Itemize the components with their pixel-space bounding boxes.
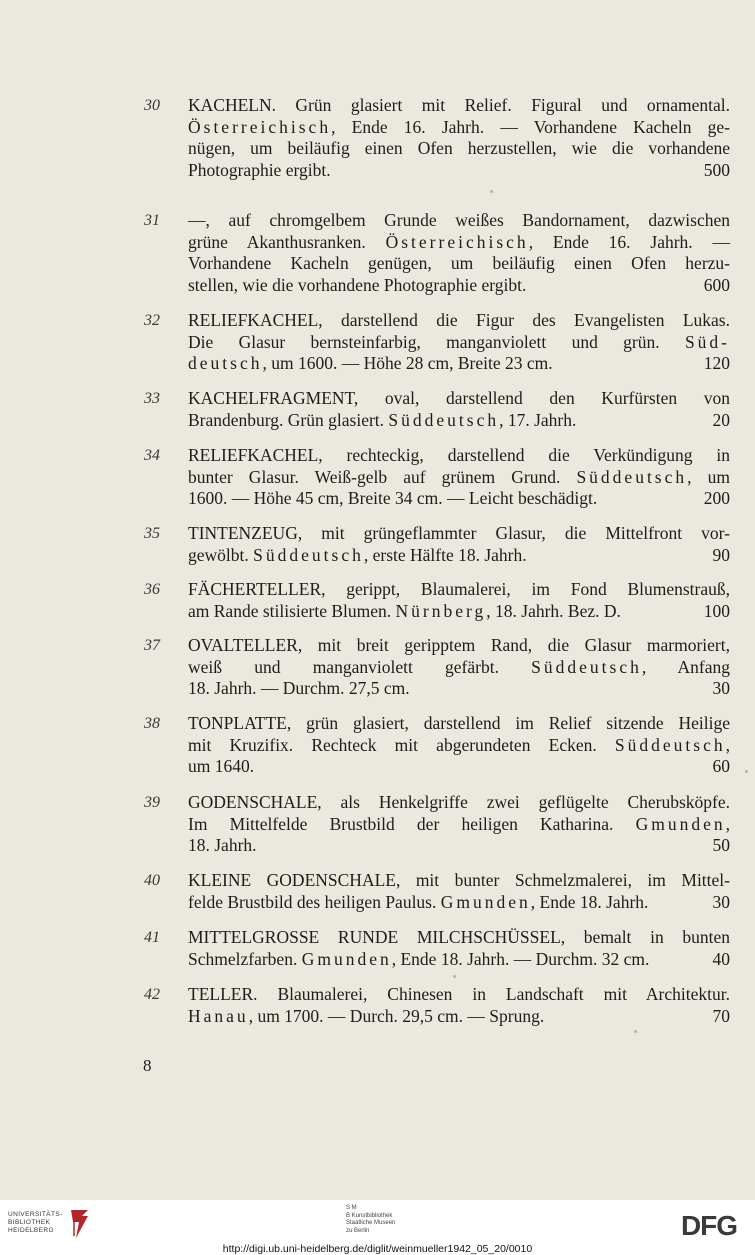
- entry-text: gewölbt.: [188, 544, 254, 565]
- entry-line: [188, 275, 730, 297]
- entry-price: 60: [712, 756, 730, 776]
- page-number: 8: [143, 1056, 152, 1075]
- spaced-place-name: Süddeutsch: [576, 466, 688, 487]
- paper-speck: [490, 190, 493, 193]
- entry-line-text: [188, 232, 730, 252]
- entry-line: [188, 95, 730, 117]
- entry-line: [188, 232, 730, 254]
- entry-line-text: [188, 579, 730, 599]
- entry-text: Im Mittelfelde Brustbild der heiligen Katharina.: [188, 813, 636, 834]
- entry-text: stellen, wie die vorhandene Photographie ergibt.: [188, 274, 527, 295]
- entry-description: [188, 310, 730, 375]
- spaced-place-name: Nürnberg: [395, 600, 487, 621]
- entry-text: mit Kruzifix. Rechteck mit abgerundeten Ecken.: [188, 734, 615, 755]
- dfg-logo-icon: [672, 1210, 746, 1240]
- entry-line-text: [188, 713, 730, 733]
- entry-line-text: [188, 735, 730, 755]
- entry-description: [188, 870, 730, 913]
- entry-text: , erste Hälfte 18. Jahrh.: [363, 544, 527, 565]
- stamp-line: zu Berlin: [346, 1227, 370, 1234]
- entry-text: , um 1700. — Durch. 29,5 cm. — Sprung.: [248, 1005, 545, 1026]
- entry-description: [188, 388, 730, 431]
- entry-description: [188, 210, 730, 296]
- spaced-place-name: Süddeutsch: [531, 656, 642, 677]
- entry-line-text: [188, 835, 257, 857]
- entry-line-text: [188, 984, 730, 1004]
- entry-line: [188, 388, 730, 410]
- entry-line: [188, 814, 730, 836]
- entry-text: RELIEFKACHEL, darstellend die Figur des Evangelisten Lukas.: [188, 310, 730, 330]
- entry-line: [188, 523, 730, 545]
- entry-number: 41: [144, 929, 160, 946]
- entry-line-text: [188, 678, 410, 700]
- entry-line: [188, 253, 730, 275]
- entry-line-text: [188, 138, 730, 158]
- entry-text: Vorhandene Kacheln genügen, um beiläufig einen Ofen herzu-: [188, 253, 730, 273]
- spaced-place-name: Süd-: [684, 331, 730, 352]
- library-line: UNIVERSITÄTS-: [8, 1211, 63, 1218]
- entry-price: 40: [712, 948, 730, 969]
- entry-number: 30: [144, 97, 160, 114]
- entry-line-text: [188, 160, 331, 182]
- entry-text: , Ende 18. Jahrh.: [530, 891, 649, 912]
- entry-text: KACHELFRAGMENT, oval, darstellend den Kurfürsten von: [188, 388, 730, 408]
- entry-text: um 1640.: [188, 756, 255, 776]
- entry-text: KACHELN. Grün glasiert mit Relief. Figural und ornamental.: [188, 95, 730, 115]
- paper-speck: [453, 975, 456, 978]
- entry-line: [188, 635, 730, 657]
- entry-line: [188, 160, 730, 182]
- spaced-place-name: Gmunden: [440, 891, 531, 912]
- entry-line: [188, 1006, 730, 1028]
- entry-line-text: [188, 892, 648, 914]
- library-line: BIBLIOTHEK: [8, 1219, 51, 1226]
- entry-price: 30: [712, 891, 730, 912]
- entry-number: 38: [144, 715, 160, 732]
- entry-text: MITTELGROSSE RUNDE MILCHSCHÜSSEL, bemalt in bunten: [188, 927, 730, 947]
- entry-text: 18. Jahrh. — Durchm. 27,5 cm.: [188, 678, 410, 698]
- spaced-place-name: Österreichisch: [385, 231, 529, 252]
- entry-price: 30: [712, 678, 730, 698]
- entry-text: grüne Akanthusranken.: [188, 231, 386, 252]
- entry-line: [188, 210, 730, 232]
- entry-line-text: [188, 635, 730, 655]
- entry-line-text: [188, 117, 730, 137]
- entry-text: , Anfang: [641, 656, 730, 677]
- entry-line: [188, 870, 730, 892]
- entry-text: , 18. Jahrh. Bez. D.: [486, 600, 621, 621]
- entry-line: [188, 467, 730, 489]
- stamp-line: Staatliche Museen: [346, 1220, 396, 1226]
- entry-text: , um: [687, 466, 730, 487]
- entry-text: TELLER. Blaumalerei, Chinesen in Landschaft mit Architektur.: [188, 984, 730, 1004]
- entry-text: KLEINE GODENSCHALE, mit bunter Schmelzmalerei, im Mittel-: [188, 870, 730, 890]
- entry-text: weiß und manganviolett gefärbt.: [188, 656, 532, 677]
- entry-description: [188, 713, 730, 778]
- entry-description: [188, 95, 730, 181]
- entry-text: , Ende 16. Jahrh. —: [528, 231, 730, 252]
- entry-line-text: [188, 657, 730, 677]
- entry-line: [188, 445, 730, 467]
- entry-line: [188, 756, 730, 778]
- entry-line: [188, 310, 730, 332]
- entry-description: [188, 445, 730, 510]
- entry-line-text: [188, 332, 730, 352]
- spaced-place-name: Süddeutsch: [388, 409, 500, 430]
- entry-text: 1600. — Höhe 45 cm, Breite 34 cm. — Leicht beschädigt.: [188, 488, 598, 508]
- entry-line: [188, 713, 730, 735]
- entry-line-text: [188, 488, 597, 510]
- entry-text: , Ende 16. Jahrh. — Vorhandene Kacheln ge-: [331, 116, 730, 137]
- entry-text: Schmelzfarben.: [188, 948, 302, 969]
- entry-price: 20: [712, 409, 730, 430]
- entry-line: [188, 545, 730, 567]
- entry-line-text: [188, 445, 730, 465]
- spaced-place-name: Süddeutsch: [614, 734, 726, 755]
- entry-text: felde Brustbild des heiligen Paulus.: [188, 891, 441, 912]
- entry-line-text: [188, 927, 730, 947]
- entry-line-text: [188, 467, 730, 487]
- entry-number: 33: [144, 390, 160, 407]
- entry-text: Brandenburg. Grün glasiert.: [188, 409, 389, 430]
- entry-line: [188, 488, 730, 510]
- entry-text: RELIEFKACHEL, rechteckig, darstellend die Verkündigung in: [188, 445, 730, 465]
- entry-line: [188, 735, 730, 757]
- entry-line: [188, 792, 730, 814]
- entry-price: 500: [703, 159, 730, 180]
- spaced-place-name: Süddeutsch: [253, 544, 364, 565]
- entry-number: 37: [144, 637, 160, 654]
- entry-text: , 17. Jahrh.: [499, 409, 577, 430]
- entry-description: [188, 984, 730, 1027]
- entry-description: [188, 792, 730, 857]
- spaced-place-name: Österreichisch: [188, 116, 332, 137]
- entry-text: bunter Glasur. Weiß-gelb auf grünem Grund.: [188, 466, 577, 487]
- kunstbibliothek-stamp: [346, 1205, 395, 1235]
- entry-text: FÄCHERTELLER, gerippt, Blaumalerei, im Fond Blumenstrauß,: [188, 579, 730, 599]
- entry-line: [188, 984, 730, 1006]
- entry-line-text: [188, 792, 730, 812]
- source-url-link[interactable]: http://digi.ub.uni-heidelberg.de/diglit/weinmueller1942_05_20/0010: [222, 1243, 533, 1255]
- entry-text: Die Glasur bernsteinfarbig, manganviolett und grün.: [188, 331, 685, 352]
- spaced-place-name: Gmunden: [635, 813, 726, 834]
- entry-line-text: [188, 949, 649, 971]
- entry-text: —, auf chromgelbem Grunde weißes Bandornament, dazwischen: [188, 210, 730, 230]
- entry-number: 32: [144, 312, 160, 329]
- entry-number: 42: [144, 986, 160, 1003]
- entry-price: 120: [703, 353, 730, 373]
- entry-line-text: [188, 388, 730, 408]
- entry-text: TINTENZEUG, mit grüngeflammter Glasur, die Mittelfront vor-: [188, 523, 730, 543]
- entry-line: [188, 949, 730, 971]
- entry-line: [188, 353, 730, 375]
- entry-line-text: [188, 601, 621, 623]
- entry-line-text: [188, 253, 730, 273]
- entry-price: 50: [712, 835, 730, 855]
- entry-description: [188, 635, 730, 700]
- entry-line-text: [188, 95, 730, 115]
- entry-number: 36: [144, 581, 160, 598]
- entry-line-text: [188, 756, 254, 778]
- entry-line-text: [188, 814, 730, 834]
- entry-price: 200: [703, 488, 730, 508]
- entry-description: [188, 579, 730, 622]
- entry-line: [188, 601, 730, 623]
- paper-speck: [634, 1030, 637, 1033]
- svg-text:DFG: DFG: [680, 1210, 738, 1240]
- entry-line-text: [188, 870, 730, 890]
- spaced-place-name: Hanau: [188, 1005, 249, 1026]
- university-library-logo-icon: [68, 1206, 92, 1242]
- spaced-place-name: deutsch: [188, 353, 263, 373]
- entry-text: OVALTELLER, mit breit geripptem Rand, die Glasur marmoriert,: [188, 635, 730, 655]
- entry-description: [188, 523, 730, 566]
- entry-text: nügen, um beiläufig einen Ofen herzustellen, wie die vorhandene: [188, 138, 730, 158]
- entry-line-text: [188, 410, 576, 432]
- library-name: [8, 1211, 63, 1235]
- entry-price: 70: [712, 1005, 730, 1026]
- entry-text: ,: [725, 734, 730, 755]
- entry-line-text: [188, 310, 730, 330]
- entry-line: [188, 332, 730, 354]
- library-line: HEIDELBERG: [8, 1227, 54, 1234]
- entry-price: 100: [703, 600, 730, 621]
- stamp-line: B Kunstbibliothek: [346, 1212, 393, 1219]
- entry-line: [188, 138, 730, 160]
- entry-line: [188, 678, 730, 700]
- entry-price: 90: [712, 544, 730, 565]
- entry-line-text: [188, 1006, 544, 1028]
- entry-line: [188, 835, 730, 857]
- entry-line-text: [188, 353, 553, 375]
- stamp-line: S M: [346, 1205, 357, 1211]
- entry-line-text: [188, 545, 527, 567]
- entry-text: , Ende 18. Jahrh. — Durchm. 32 cm.: [391, 948, 650, 969]
- entry-text: ,: [725, 813, 730, 834]
- entry-line: [188, 657, 730, 679]
- entry-description: [188, 927, 730, 970]
- entry-line: [188, 927, 730, 949]
- entry-text: am Rande stilisierte Blumen.: [188, 600, 396, 621]
- entry-line: [188, 892, 730, 914]
- entry-line-text: [188, 523, 730, 543]
- entry-text: 18. Jahrh.: [188, 835, 257, 855]
- entry-text: TONPLATTE, grün glasiert, darstellend im Relief sitzende Heilige: [188, 713, 730, 733]
- entry-price: 600: [703, 274, 730, 295]
- entry-text: Photographie ergibt.: [188, 159, 331, 180]
- entry-number: 39: [144, 794, 160, 811]
- paper-speck: [745, 770, 748, 773]
- entry-text: GODENSCHALE, als Henkelgriffe zwei geflügelte Cherubsköpfe.: [188, 792, 730, 812]
- entry-line: [188, 117, 730, 139]
- spaced-place-name: Gmunden: [301, 948, 392, 969]
- entry-number: 31: [144, 212, 160, 229]
- entry-line-text: [188, 275, 526, 297]
- entry-line-text: [188, 210, 730, 230]
- entry-number: 35: [144, 525, 160, 542]
- entry-line: [188, 410, 730, 432]
- entry-number: 34: [144, 447, 160, 464]
- entry-text: , um 1600. — Höhe 28 cm, Breite 23 cm.: [262, 353, 553, 373]
- entry-number: 40: [144, 872, 160, 889]
- entry-line: [188, 579, 730, 601]
